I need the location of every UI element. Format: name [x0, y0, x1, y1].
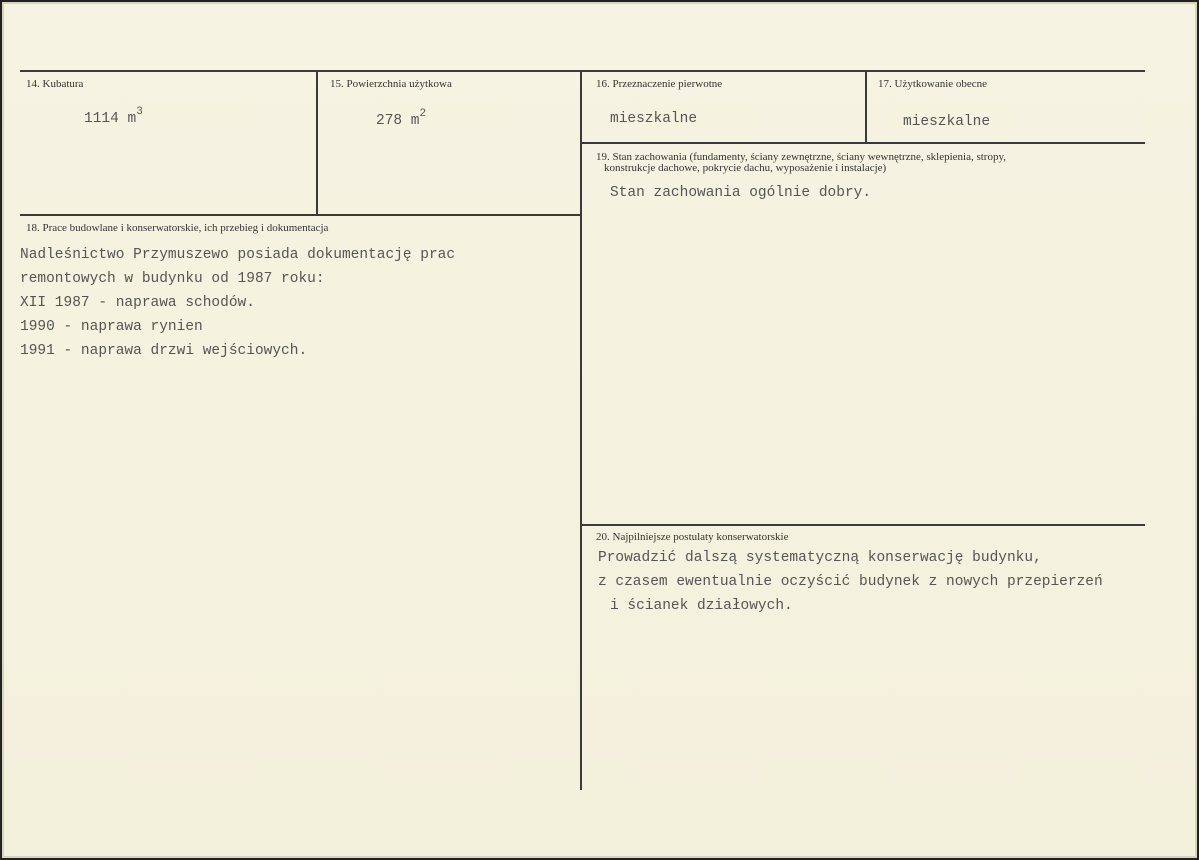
postulaty-line: Prowadzić dalszą systematyczną konserwację budynku,: [598, 550, 1042, 566]
stan-label-line2: konstrukcje dachowe, pokrycie dachu, wyposażenie i instalacje): [604, 162, 887, 174]
postulaty-line: i ścianek działowych.: [610, 598, 793, 614]
prace-line: remontowych w budynku od 1987 roku:: [20, 271, 325, 287]
przeznaczenie-label: 16. Przeznaczenie pierwotne: [596, 78, 723, 90]
powierzchnia-exponent: 2: [419, 108, 427, 120]
kubatura-value: [84, 108, 143, 127]
prace-line: 1991 - naprawa drzwi wejściowych.: [20, 343, 308, 359]
prace-line: Nadleśnictwo Przymuszewo posiada dokumentację prac: [20, 247, 456, 263]
uzytkowanie-label: 17. Użytkowanie obecne: [878, 78, 988, 90]
rule-above-20: [582, 524, 1145, 526]
postulaty-line: z czasem ewentualnie oczyścić budynek z nowych przepierzeń: [598, 574, 1103, 590]
powierzchnia-label: 15. Powierzchnia użytkowa: [330, 78, 452, 90]
przeznaczenie-value: mieszkalne: [610, 111, 698, 127]
uzytkowanie-value: mieszkalne: [903, 114, 991, 130]
divider-center: [580, 72, 582, 790]
powierzchnia-value: [376, 110, 426, 129]
kubatura-number: 1114 m: [84, 110, 137, 127]
stan-value: Stan zachowania ogólnie dobry.: [610, 185, 872, 201]
kubatura-label: 14. Kubatura: [26, 78, 84, 90]
rule-below-16-17: [582, 142, 1145, 144]
postulaty-text: [598, 546, 1103, 618]
powierzchnia-number: 278 m: [376, 112, 420, 129]
divider-16-17: [865, 72, 867, 142]
prace-text: [20, 243, 455, 363]
kubatura-exponent: 3: [136, 106, 143, 118]
rule-above-18: [20, 214, 582, 216]
divider-14-15: [316, 72, 318, 214]
prace-line: XII 1987 - naprawa schodów.: [20, 295, 255, 311]
prace-line: 1990 - naprawa rynien: [20, 319, 203, 335]
prace-label: 18. Prace budowlane i konserwatorskie, ich przebieg i dokumentacja: [26, 222, 329, 234]
stan-label-line1: 19. Stan zachowania (fundamenty, ściany zewnętrzne, ściany wewnętrzne, sklepienia, stropy,: [596, 151, 1007, 163]
top-rule: [20, 70, 1145, 72]
postulaty-label: 20. Najpilniejsze postulaty konserwatorskie: [596, 531, 789, 543]
